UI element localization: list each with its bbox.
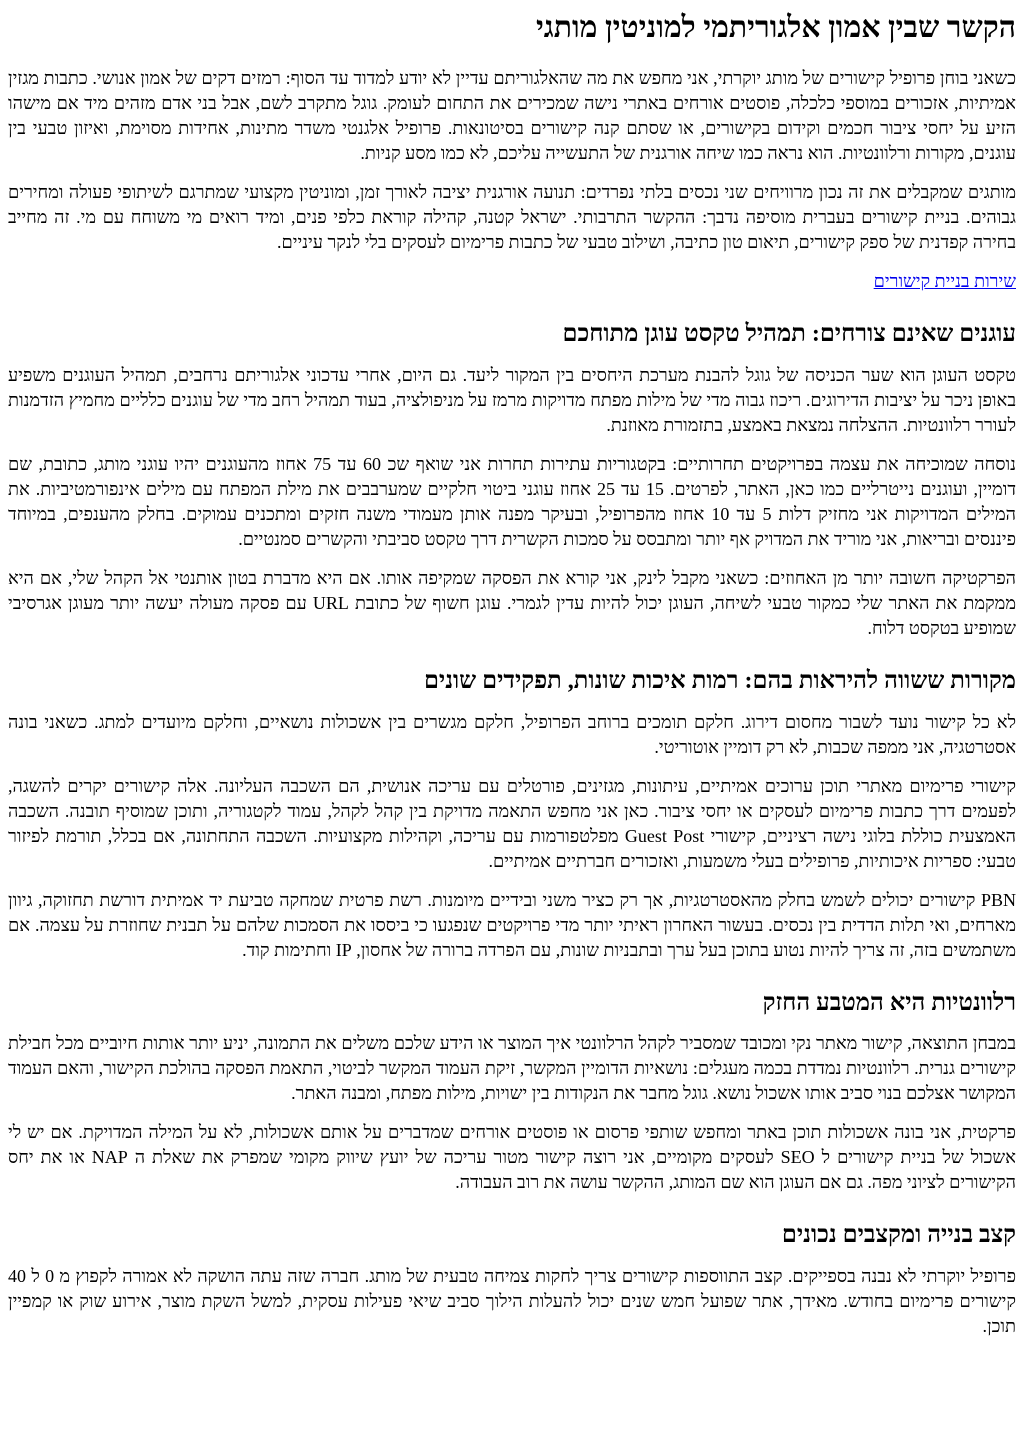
- relevance-paragraph-1: במבחן התוצאה, קישור מאתר נקי ומכובד שמסביר לקהל הרלוונטי איך המוצר או הידע שלכם משלים את התמונה, יניע יותר אותות חיוביים מכל חבילת קישורים גנרית. רלוונטיות נמדדת בכמה מעגלים: נושאיות הדומיין המקשר, זיקת העמוד המקשר לביטוי, התאמת הפסקה בהולכת הקישור, והאם העמוד המקושר אצלכם בנוי סביב אותו אשכול נושא. גוגל מחבר את הנקודות בין ישויות, מילות מפתח, ומבנה האתר.: [8, 1033, 1016, 1104]
- build-pace-paragraph-1: פרופיל יוקרתי לא נבנה בספייקים. קצב התווספות קישורים צריך לחקות צמיחה טבעית של מותג. חברה שזה עתה הושקה לא אמורה לקפוץ מ 0 ל 40 קישורים פרימיום בחודש. מאידך, אתר שפועל חמש שנים יכול להעלות הילוך סביב שיאי פעילות עסקית, למשל השקת מוצר, אירוע שוק או קמפיין תוכן.: [8, 1266, 1016, 1337]
- article-body: [8, 10, 1016, 1339]
- section-build-pace: [8, 1221, 1016, 1339]
- relevance-paragraph-2: פרקטית, אני בונה אשכולות תוכן באתר ומחפש שותפי פרסום או פוסטים אורחים שמדברים על אותם אשכולות, לא על המילה המדויקת. אם יש לי אשכול של בניית קישורים ל SEO לעסקים מקומיים, אני רוצה קישור מטור עריכה של יועץ שיווק מקומי שמפרק את שאלת ה NAP או את יחס הקישורים לציוני מפה. גם אם העוגן הוא שם המותג, ההקשר עושה את רוב העבודה.: [8, 1122, 1016, 1193]
- source-quality-paragraph-2: קישורי פרימיום מאתרי תוכן ערוכים אמיתיים, עיתונות, מגזינים, פורטלים עם עריכה אנושית, הם השכבה העליונה. אלה קישורים יקרים להשגה, לפעמים דרך כתבות פרימיום לעסקים או יחסי ציבור. כאן אני מחפש התאמה מדויקת בין קהל לקהל, עמוד לקטגוריה, ותוכן שמוסיף תובנה. השכבה האמצעית כוללת בלוגי נישה רציניים, קישורי Guest Post מפלטפורמות עם עריכה, וקהילות מקצועיות. השכבה התחתונה, אם בכלל, תורמת לפיזור טבעי: ספריות איכותיות, פרופילים בעלי משמעות, ואזכורים חברתיים אמיתיים.: [8, 775, 1016, 871]
- section-source-quality: [8, 667, 1016, 963]
- source-quality-paragraph-3: PBN קישורים יכולים לשמש בחלק מהאסטרטגיות, אך רק כציר משני ובידיים מיומנות. רשת פרטית שמחקה טביעת יד אמיתית דורשת תחזוקה, גיוון מארחים, ואי תלות הדדית בין נכסים. בעשור האחרון ראיתי יותר מדי פרויקטים שנפגעו כי ביססו את הסמכות שלהם על תבנית שחוזרת על עצמה. אם משתמשים בזה, זה צריך להיות נטוע בתוכן בעל ערך ובתבניות שונות, עם הפרדה ברורה של אחסון, IP וחתימות קוד.: [8, 889, 1016, 960]
- link-building-service-link[interactable]: שירות בניית קישורים: [873, 271, 1016, 291]
- anchor-text-paragraph-2: נוסחה שמוכיחה את עצמה בפרויקטים תחרותיים: בקטגוריות עתירות תחרות אני שואף שכ 60 עד 75 אחוז מהעוגנים יהיו עוגני מותג, כתובת, שם דומיין, ועוגנים נייטרליים כמו כאן, האתר, לפרטים. 15 עד 25 אחוז עוגני ביטוי חלקיים שמערבבים את מילת המפתח עם מילים אינפורמטיביות. את המילים המדויקות אני מחזיק דלות 5 עד 10 אחוז מהפרופיל, ובעיקר מפנה אותן מעמודי משנה חזקים ומתכנים עמוקים. בחלק מהענפים, במיוחד פיננסים ובריאות, אני מוריד את המדויק אף יותר ומתבסס על סמכות הקשרית דרך טקסט סביבתי והקשרים סמנטיים.: [8, 453, 1016, 549]
- intro-paragraph-1: כשאני בוחן פרופיל קישורים של מותג יוקרתי, אני מחפש את מה שהאלגוריתם עדיין לא יודע למדוד עד הסוף: רמזים דקים של אמון אנושי. כתבות מגזין אמיתיות, אזכורים במוספי כלכלה, פוסטים אורחים באתרי נישה שמכירים את התחום לעומק. גוגל מתקרב לשם, אבל בני אדם מזהים מיד אם מישהו הזיע על יחסי ציבור חכמים וקידום בקישורים, או שסתם קנה קישורים בסיטונאות. פרופיל אלגנטי משדר מתינות, אחידות מסוימת, ואיזון טבעי בין עוגנים, מקורות ורלוונטיות. הוא נראה כמו שיחה אורגנית של התעשייה עליכם, לא כמו מסע קניות.: [8, 68, 1016, 163]
- section-anchor-text-mix: [8, 320, 1016, 641]
- section-heading-build-pace: קצב בנייה ומקצבים נכונים: [781, 1222, 1016, 1249]
- section-heading-relevance: רלוונטיות היא המטבע החזק: [762, 989, 1016, 1016]
- section-heading-source-quality: מקורות ששווה להיראות בהם: רמות איכות שונות, תפקידים שונים: [423, 667, 1016, 694]
- section-relevance: [8, 989, 1016, 1196]
- section-heading-anchor-text-mix: עוגנים שאינם צורחים: תמהיל טקסט עוגן מתוחכם: [562, 321, 1016, 347]
- page-title: הקשר שבין אמון אלגוריתמי למוניטין מותגי: [535, 11, 1016, 44]
- anchor-text-paragraph-1: טקסט העוגן הוא שער הכניסה של גוגל להבנת מערכת היחסים בין המקור ליעד. גם היום, אחרי עדכוני אלגוריתם נרחבים, תמהיל העוגנים משפיע באופן ניכר על יציבות הדירוגים. ריכוז גבוה מדי של מילות מפתח מדויקות מרמז על מניפולציה, בעוד תמהיל רחב מדי של עוגנים כלליים מחמיץ הזדמנות לעורר רלוונטיות. ההצלחה נמצאת באמצע, בתזמורת מאוזנת.: [8, 364, 1016, 435]
- anchor-text-paragraph-3: הפרקטיקה חשובה יותר מן האחוזים: כשאני מקבל לינק, אני קורא את הפסקה שמקיפה אותו. אם היא מדברת בטון אותנטי אל הקהל שלי, אם היא ממקמת את האתר שלי כמקור טבעי לשיחה, העוגן יכול להיות עדין לגמרי. עוגן חשוף של כתובת URL עם פסקה מעולה יעשה יותר מעוגן אגרסיבי שמופיע בטקסט דלוח.: [8, 567, 1016, 638]
- service-link-line: [8, 269, 1016, 294]
- intro-paragraph-2: מותגים שמקבלים את זה נכון מרוויחים שני נכסים בלתי נפרדים: תנועה אורגנית יציבה לאורך זמן, ומוניטין מקצועי שמתרגם לשיתופי פעולה ומחירים גבוהים. בניית קישורים בעברית מוסיפה נדבך: ההקשר התרבותי. ישראל קטנה, קהילה קוראת כלפי פנים, ומיד רואים מי משוחח עם מי. זה מחייב בחירה קפדנית של ספק קישורים, תיאום טון כתיבה, ושילוב טבעי של כתבות פרימיום לעסקים בלי לנקר עיניים.: [8, 182, 1016, 252]
- source-quality-paragraph-1: לא כל קישור נועד לשבור מחסום דירוג. חלקם תומכים ברוחב הפרופיל, חלקם מגשרים בין אשכולות נושאיים, וחלקם מיועדים למתג. כשאני בונה אסטרטגיה, אני ממפה שכבות, לא רק דומיין אוטוריטי.: [8, 711, 1016, 757]
